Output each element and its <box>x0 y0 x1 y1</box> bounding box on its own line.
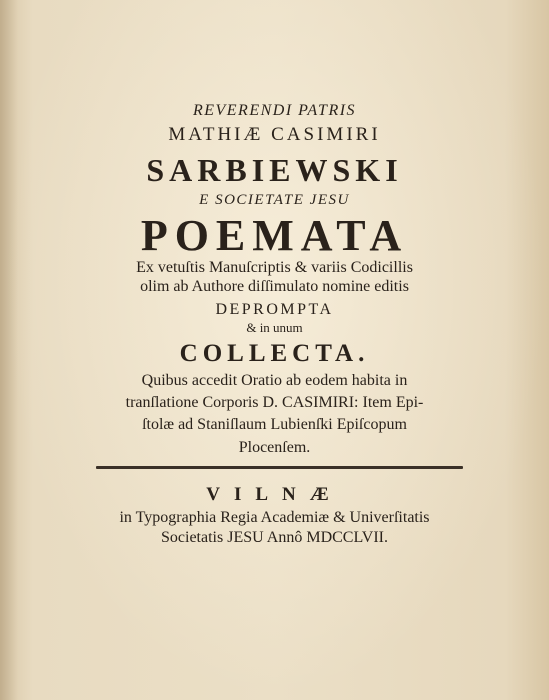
contents-line-1: Quibus accedit Oratio ab eodem habita in <box>141 372 408 389</box>
contents-line-2: tranſlatione Corporis D. CASIMIRI: Item Epi- <box>125 394 424 411</box>
divider-rule <box>96 466 463 469</box>
contents-line-4: Plocenſem. <box>238 439 311 456</box>
contents-line-3: ſtolæ ad Staniſlaum Lubienſki Epiſcopum <box>142 416 407 433</box>
work-title: POEMATA <box>140 211 409 260</box>
description-line-1: Ex vetuſtis Manuſcriptis & variis Codicillis <box>136 259 413 276</box>
imprint-city: VILNÆ <box>206 484 343 505</box>
author-order: E SOCIETATE JESU <box>199 192 350 208</box>
imprint-printer: in Typographia Regia Academiæ & Univerſitatis <box>119 509 430 526</box>
author-surname: SARBIEWSKI <box>146 152 403 188</box>
description-line-2: olim ab Authore diſſimulato nomine editis <box>140 278 409 295</box>
description-collecta: COLLECTA. <box>179 340 370 367</box>
author-given-name: MATHIÆ CASIMIRI <box>168 124 381 145</box>
author-prefix: REVERENDI PATRIS <box>192 102 357 119</box>
description-deprompta: DEPROMPTA <box>215 301 334 318</box>
description-in-unum: & in unum <box>246 320 303 335</box>
imprint-date: Societatis JESU Annô MDCCLVII. <box>161 529 388 546</box>
